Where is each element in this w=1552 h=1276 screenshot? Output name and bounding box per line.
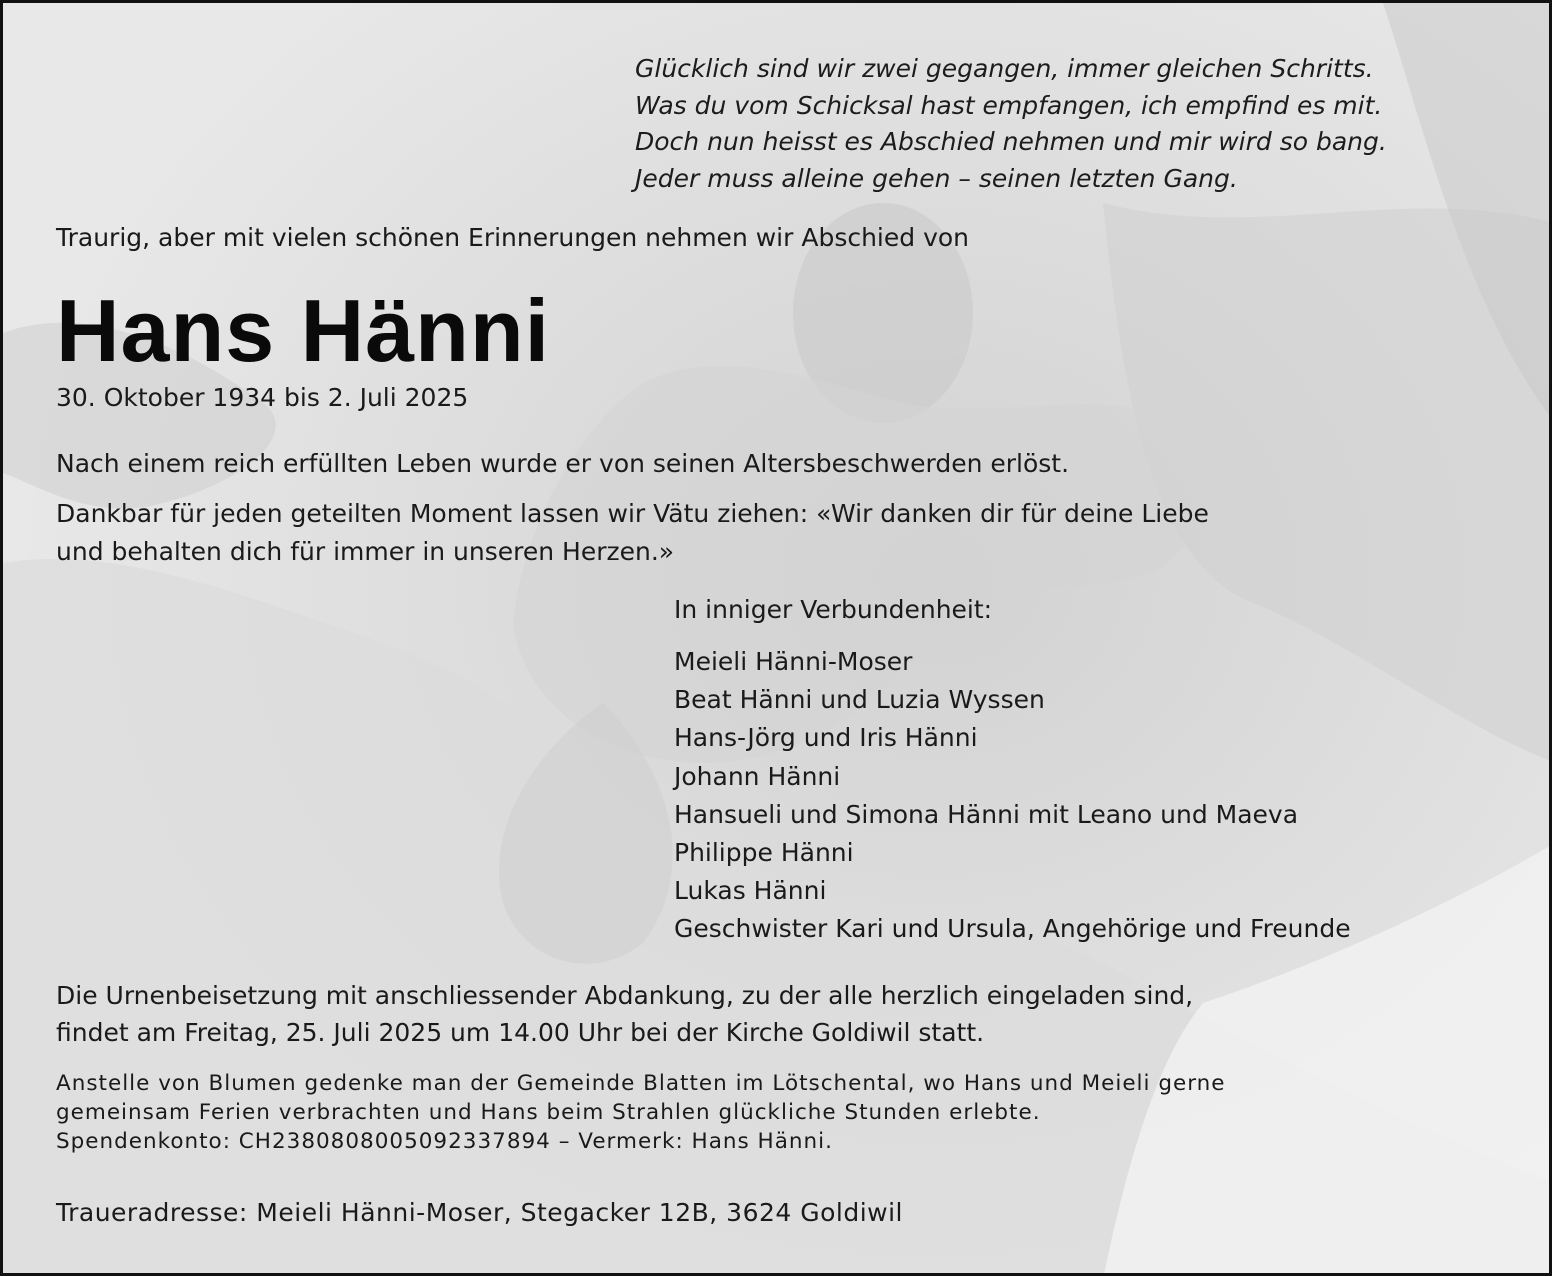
mourning-address: Traueradresse: Meieli Hänni-Moser, Stegacker 12B, 3624 Goldiwil — [56, 1198, 904, 1227]
life-dates: 30. Oktober 1934 bis 2. Juli 2025 — [56, 383, 469, 412]
paragraph-gratitude — [56, 495, 1209, 571]
family-heading: In inniger Verbundenheit: — [674, 595, 993, 624]
family-member: Beat Hänni und Luzia Wyssen — [674, 685, 1045, 715]
ceremony-line: findet am Freitag, 25. Juli 2025 um 14.00 Uhr bei der Kirche Goldiwil statt. — [56, 1018, 985, 1047]
deceased-name: Hans Hänni — [56, 281, 551, 380]
paragraph-line: Dankbar für jeden geteilten Moment lassen wir Vätu ziehen: «Wir danken dir für deine Liebe — [56, 499, 1209, 528]
family-member: Meieli Hänni-Moser — [674, 647, 913, 676]
family-member: Hans-Jörg und Iris Hänni — [674, 723, 978, 753]
poem — [635, 51, 1387, 197]
poem-line: Glücklich sind wir zwei gegangen, immer gleichen Schritts. — [635, 54, 1374, 83]
poem-line: Doch nun heisst es Abschied nehmen und mir wird so bang. — [635, 127, 1387, 156]
family-list — [674, 643, 1351, 949]
intro-text: Traurig, aber mit vielen schönen Erinnerungen nehmen wir Abschied von — [56, 223, 970, 252]
paragraph-release: Nach einem reich erfüllten Leben wurde er von seinen Altersbeschwerden erlöst. — [56, 449, 1070, 478]
ceremony-info — [56, 977, 1193, 1051]
family-member: Hansueli und Simona Hänni mit Leano und Maeva — [674, 799, 1299, 829]
ceremony-line: Die Urnenbeisetzung mit anschliessender Abdankung, zu der alle herzlich eingeladen sind, — [56, 981, 1194, 1010]
paragraph-line: und behalten dich für immer in unseren Herzen.» — [56, 537, 675, 566]
family-member: Johann Hänni — [674, 761, 841, 791]
family-member: Philippe Hänni — [674, 838, 854, 868]
poem-line: Jeder muss alleine gehen – seinen letzten Gang. — [635, 163, 1238, 193]
poem-line: Was du vom Schicksal hast empfangen, ich empfind es mit. — [635, 90, 1383, 120]
donation-line: Anstelle von Blumen gedenke man der Gemeinde Blatten im Lötschental, wo Hans und Meieli gerne — [56, 1071, 1226, 1096]
family-member: Lukas Hänni — [674, 876, 827, 906]
family-member: Geschwister Kari und Ursula, Angehörige und Freunde — [674, 914, 1351, 944]
donation-info — [56, 1069, 1226, 1156]
donation-account: Spendenkonto: CH2380808005092337894 – Vermerk: Hans Hänni. — [56, 1129, 833, 1154]
donation-line: gemeinsam Ferien verbrachten und Hans beim Strahlen glückliche Stunden erlebte. — [56, 1100, 1041, 1125]
